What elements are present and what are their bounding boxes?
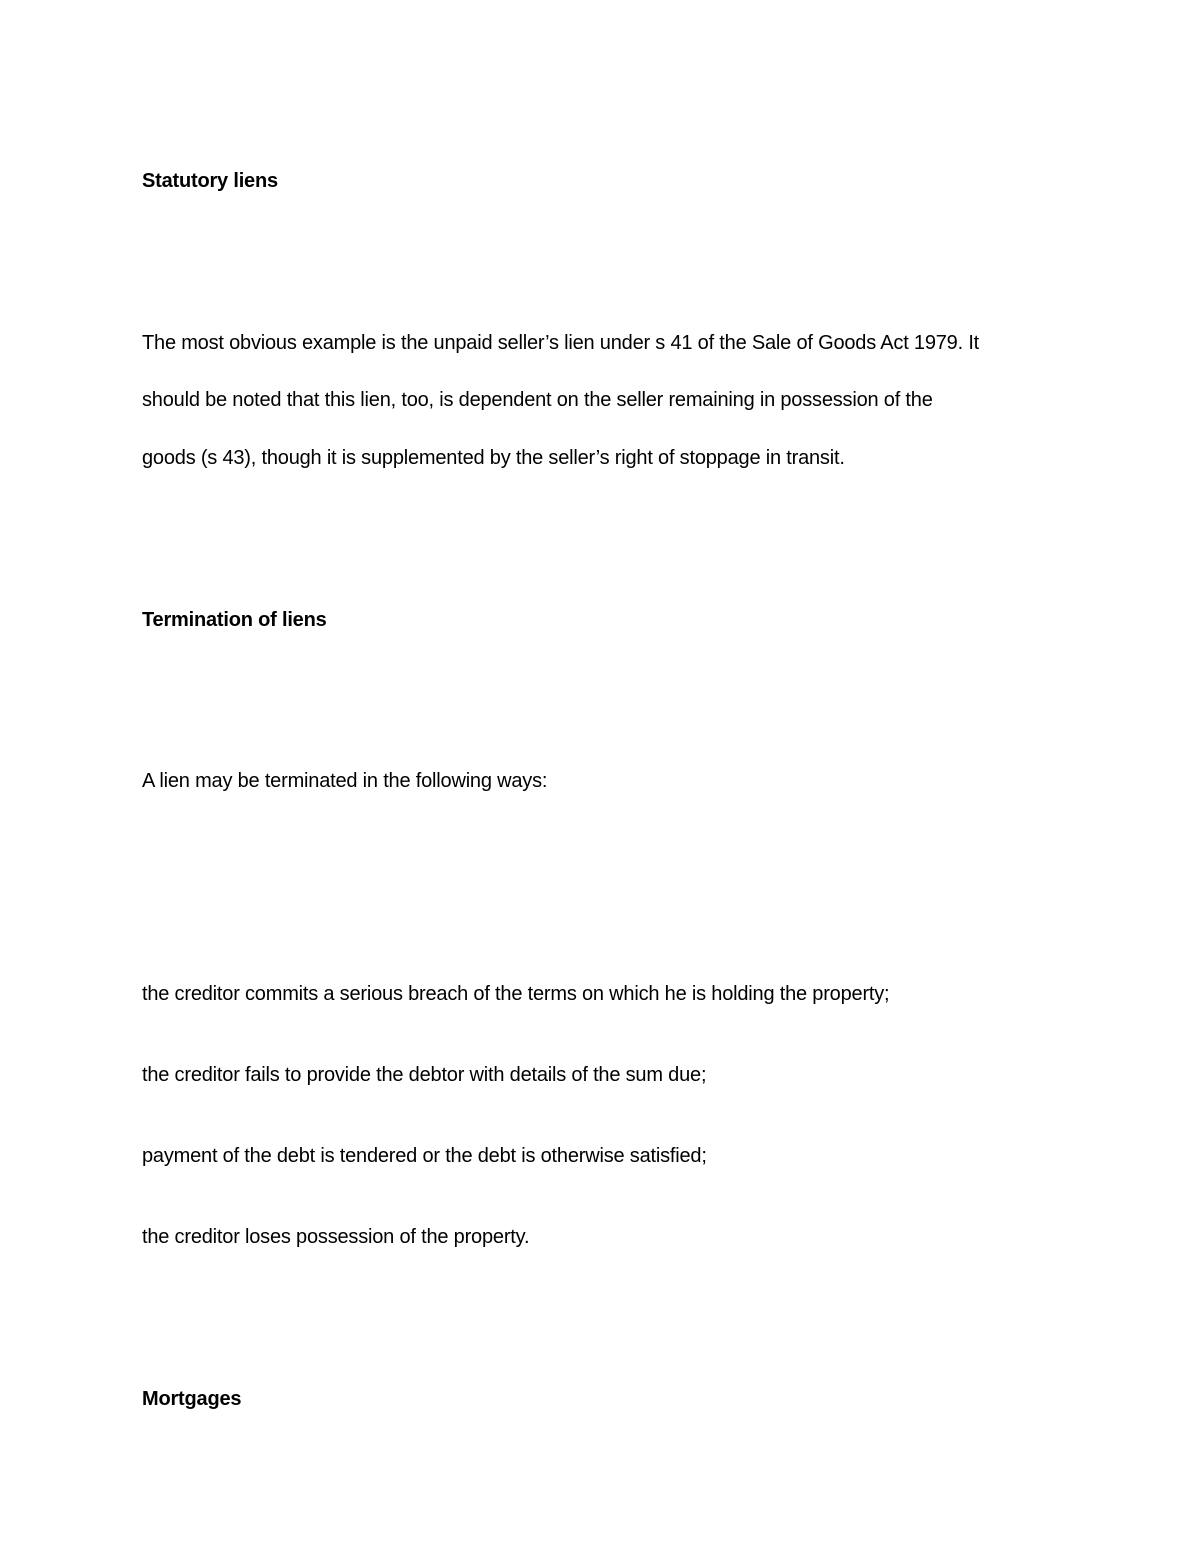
list-item: the creditor loses possession of the property. bbox=[142, 1226, 530, 1248]
heading-termination-of-liens: Termination of liens bbox=[142, 609, 327, 631]
list-intro: A lien may be terminated in the following ways: bbox=[142, 770, 548, 792]
paragraph-line: goods (s 43), though it is supplemented by the seller’s right of stoppage in transit. bbox=[142, 447, 845, 469]
heading-statutory-liens: Statutory liens bbox=[142, 170, 278, 192]
paragraph-line: The most obvious example is the unpaid seller’s lien under s 41 of the Sale of Goods Act 1979. It bbox=[142, 332, 980, 354]
list-item: the creditor fails to provide the debtor with details of the sum due; bbox=[142, 1064, 707, 1086]
list-item: the creditor commits a serious breach of the terms on which he is holding the property; bbox=[142, 983, 890, 1005]
list-item: payment of the debt is tendered or the debt is otherwise satisfied; bbox=[142, 1145, 707, 1167]
paragraph-line: should be noted that this lien, too, is dependent on the seller remaining in possession of the bbox=[142, 389, 933, 411]
heading-mortgages: Mortgages bbox=[142, 1388, 242, 1410]
